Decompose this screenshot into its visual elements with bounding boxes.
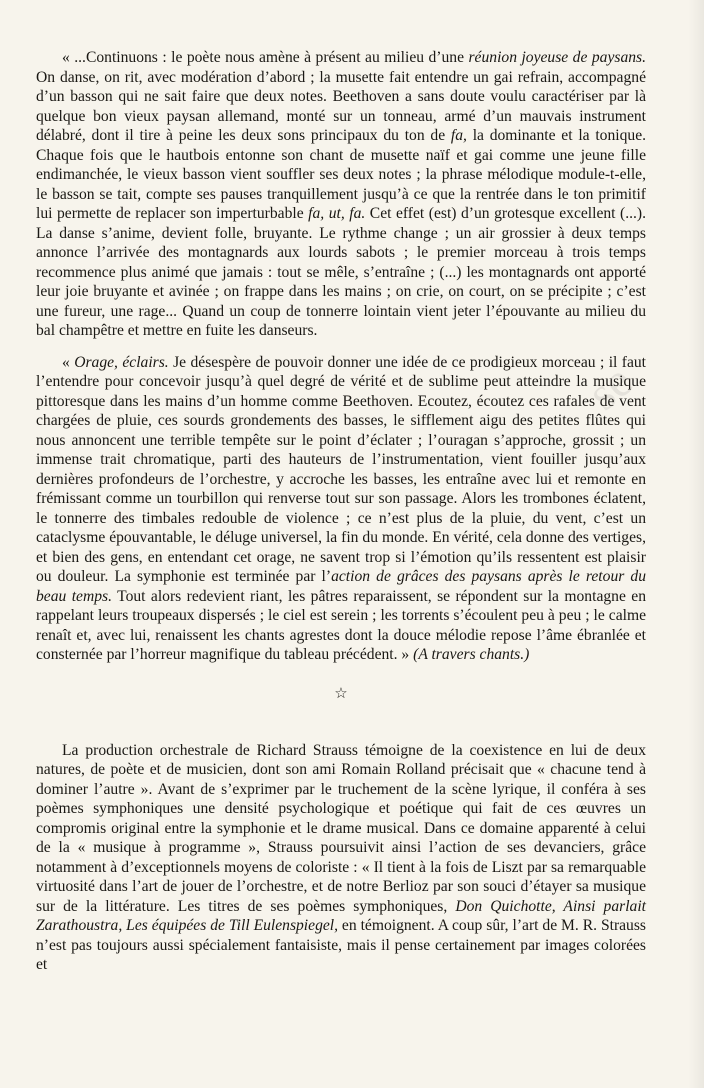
quote-2-text-1: « xyxy=(62,353,75,371)
quote-2-italic-2: action de grâces des paysans après le retour du beau temps. xyxy=(36,568,646,605)
quote-2-text-2: Je désespère de pouvoir donner une idée de ce prodigieux morceau ; il faut l’entendre pour concevoir jusqu’à quel degré de vérité et de sublime peut atteindre la musique pittoresque dans les mains d’un homme comme Beethoven. Ecoutez, écoutez ces rafales de vent chargées de pluie, ces sourds grondements des basses, le sifflement aigu des petites flûtes qui nous annoncent une terrible tempête sur le point d’éclater ; l’ouragan s’approche, grossit ; un immense trait chromatique, parti des hauteurs de l’instrumentation, vient fouiller jusqu’aux dernières profondeurs de l’orchestre, y accroche les basses, les entraîne avec lui et remonte en frémissant comme un tourbillon qui renverse tout sur son passage. Alors les trombones éclatent, le tonnerre des timbales redouble de violence ; ce n’est plus de la pluie, du vent, c’est un cataclysme épouvantable, le déluge universel, la fin du monde. En vérité, cela donne des vertiges, et bien des gens, en entendant cet orage, ne savent trop si l’émotion qu’ils ressentent est plaisir ou douleur. La symphonie est terminée par l’ xyxy=(36,353,647,585)
quote-storm xyxy=(36,353,646,665)
paragraph-gap xyxy=(36,341,646,353)
body-italic-titles: Don Quichotte, Ainsi parlait Zarathoustra, Les équipées de Till Eulenspiegel, xyxy=(36,897,647,934)
quote-1-text-2: On danse, on rit, avec modération d’abord ; la musette fait entendre un gai refrain, accompagné d’un basson qui ne sait faire que deux notes. Beethoven a sans doute voulu caractériser par là quelque bon vieux paysan allemand, monté sur un tonneau, armé d’un mauvais instrument délabré, dont il tire à peine les deux sons principaux du ton de xyxy=(36,68,646,144)
document-page xyxy=(36,48,646,975)
page-edge-shadow xyxy=(688,0,704,1088)
strauss-paragraph xyxy=(36,741,646,975)
body-text-1: La production orchestrale de Richard Strauss témoigne de la coexistence en lui de deux natures, de poète et de musicien, dont son ami Romain Rolland précisait que « chacune tend à dominer l’autre ». Avant de s’exprimer par le truchement de la scène lyrique, il conféra à ses poèmes symphoniques une densité psychologique et poétique qui fait de ces œuvres un compromis original entre la symphonie et le drame musical. Dans ce domaine apparenté à celui de la « musique à programme », Strauss poursuivit ainsi l’action de ses devanciers, grâce notamment à d’exceptionnels moyens de coloriste : « Il tient à la fois de Liszt par sa remarquable virtuosité dans l’art de jouer de l’orchestre, et de notre Berlioz par son souci d’étayer sa musique sur de la littérature. Les titres de ses poèmes symphoniques, xyxy=(36,741,646,915)
quote-pastoral-dance xyxy=(36,48,646,341)
quote-1-italic-2: fa, xyxy=(450,127,467,144)
watermark-right: se xyxy=(577,354,643,421)
quote-2-italic-3: (A travers chants.) xyxy=(413,646,530,663)
star-separator-icon: ☆ xyxy=(334,685,348,702)
quote-1-text-1: « ...Continuons : le poète nous amène à présent au milieu d’une xyxy=(62,49,469,66)
quote-1-italic-1: réunion joyeuse de paysans. xyxy=(468,49,647,66)
quote-1-text-3: la dominante et la tonique. Chaque fois que le hautbois entonne son chant de musette naïf et gai comme une jeune fille endimanchée, le vieux basson vient souffler ses deux notes ; la phrase mélodique module-t-elle, le basson se tait, compte ses pauses tranquillement jusqu’à ce que la rentrée dans le ton primitif lui permette de replacer son imperturbable xyxy=(36,127,647,222)
quote-1-italic-3: fa, ut, fa. xyxy=(308,205,366,222)
quote-2-italic-1: Orage, éclairs. xyxy=(74,353,169,371)
quote-1-text-4: Cet effet (est) d’un grotesque excellent (...). La danse s’anime, devient folle, bruyante. Le rythme change ; un air grossier à deux temps annonce l’arrivée des montagnards aux lourds sabots ; le premier morceau à trois temps recommence plus animé que jamais : tout se mêle, s’entraîne ; (...) les montagnards ont apporté leur joie bruyante et avinée ; on frappe dans les mains ; on crie, on court, on se précipite ; c’est une fureur, une rage... Quand un coup de tonnerre lointain vient jeter l’épouvante au milieu du bal champêtre et mettre en fuite les danseurs. xyxy=(36,205,646,339)
quote-2-text-3: Tout alors redevient riant, les pâtres reparaissent, se répondent sur la montagne en rappelant leurs troupeaux dispersés ; le ciel est serein ; les torrents s’écoulent peu à peu ; le calme renaît et, avec lui, renaissent les chants agrestes dont la douce mélodie repose l’âme ébranlée et consternée par l’horreur magnifique du tableau précédent. » xyxy=(36,587,647,663)
body-text-2: en témoignent. A coup sûr, l’art de M. R. Strauss n’est pas toujours aussi spécialement fantaisiste, mais il pense certainement par images colorées et xyxy=(36,917,646,973)
